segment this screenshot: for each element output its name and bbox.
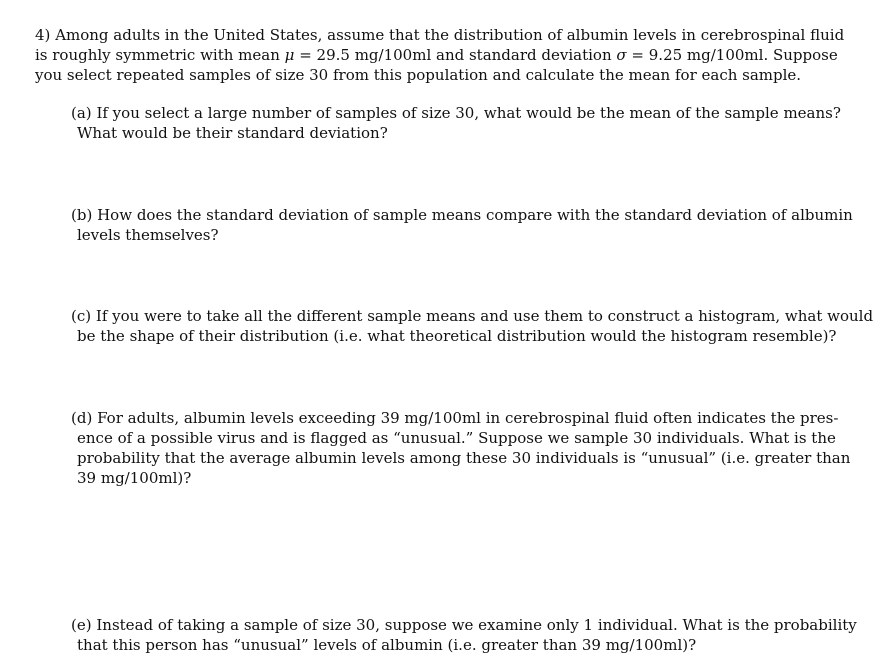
part-a-line-1: (a) If you select a large number of samples of size 30, what would be the mean of the sample means?	[71, 104, 841, 122]
part-d-line-3: probability that the average albumin levels among these 30 individuals is “unusual” (i.e. greater than	[77, 449, 851, 467]
part-b-label: (b)	[71, 206, 93, 224]
part-d-label: (d)	[71, 409, 93, 427]
part-c-label: (c)	[71, 307, 92, 325]
sigma-symbol: σ	[616, 46, 627, 64]
problem-line-3: you select repeated samples of size 30 from this population and calculate the mean for each sample.	[35, 66, 802, 84]
part-e-line-2: that this person has “unusual” levels of albumin (i.e. greater than 39 mg/100ml)?	[77, 636, 697, 654]
part-e-line-1: (e) Instead of taking a sample of size 30, suppose we examine only 1 individual. What is the probability	[71, 616, 857, 634]
problem-line-2: is roughly symmetric with mean μ = 29.5 mg/100ml and standard deviation σ = 9.25 mg/100ml. Suppose	[35, 46, 838, 64]
part-b-line-2: levels themselves?	[77, 226, 219, 244]
part-c-line-1: (c) If you were to take all the different sample means and use them to construct a histogram, what would	[71, 307, 874, 325]
part-d-line-4: 39 mg/100ml)?	[77, 469, 192, 487]
part-d-line-1: (d) For adults, albumin levels exceeding 39 mg/100ml in cerebrospinal fluid often indicates the pres-	[71, 409, 839, 427]
problem-number: 4)	[35, 26, 51, 44]
problem-line-1: 4) Among adults in the United States, assume that the distribution of albumin levels in cerebrospinal fluid	[35, 26, 845, 44]
part-e-label: (e)	[71, 616, 92, 634]
part-b-line-1: (b) How does the standard deviation of sample means compare with the standard deviation of albumin	[71, 206, 853, 224]
part-d-line-2: ence of a possible virus and is flagged as “unusual.” Suppose we sample 30 individuals. What is the	[77, 429, 836, 447]
mu-symbol: μ	[284, 46, 295, 64]
part-c-line-2: be the shape of their distribution (i.e. what theoretical distribution would the histogram resemble)?	[77, 327, 837, 345]
part-a-line-2: What would be their standard deviation?	[77, 124, 388, 142]
part-a-label: (a)	[71, 104, 92, 122]
